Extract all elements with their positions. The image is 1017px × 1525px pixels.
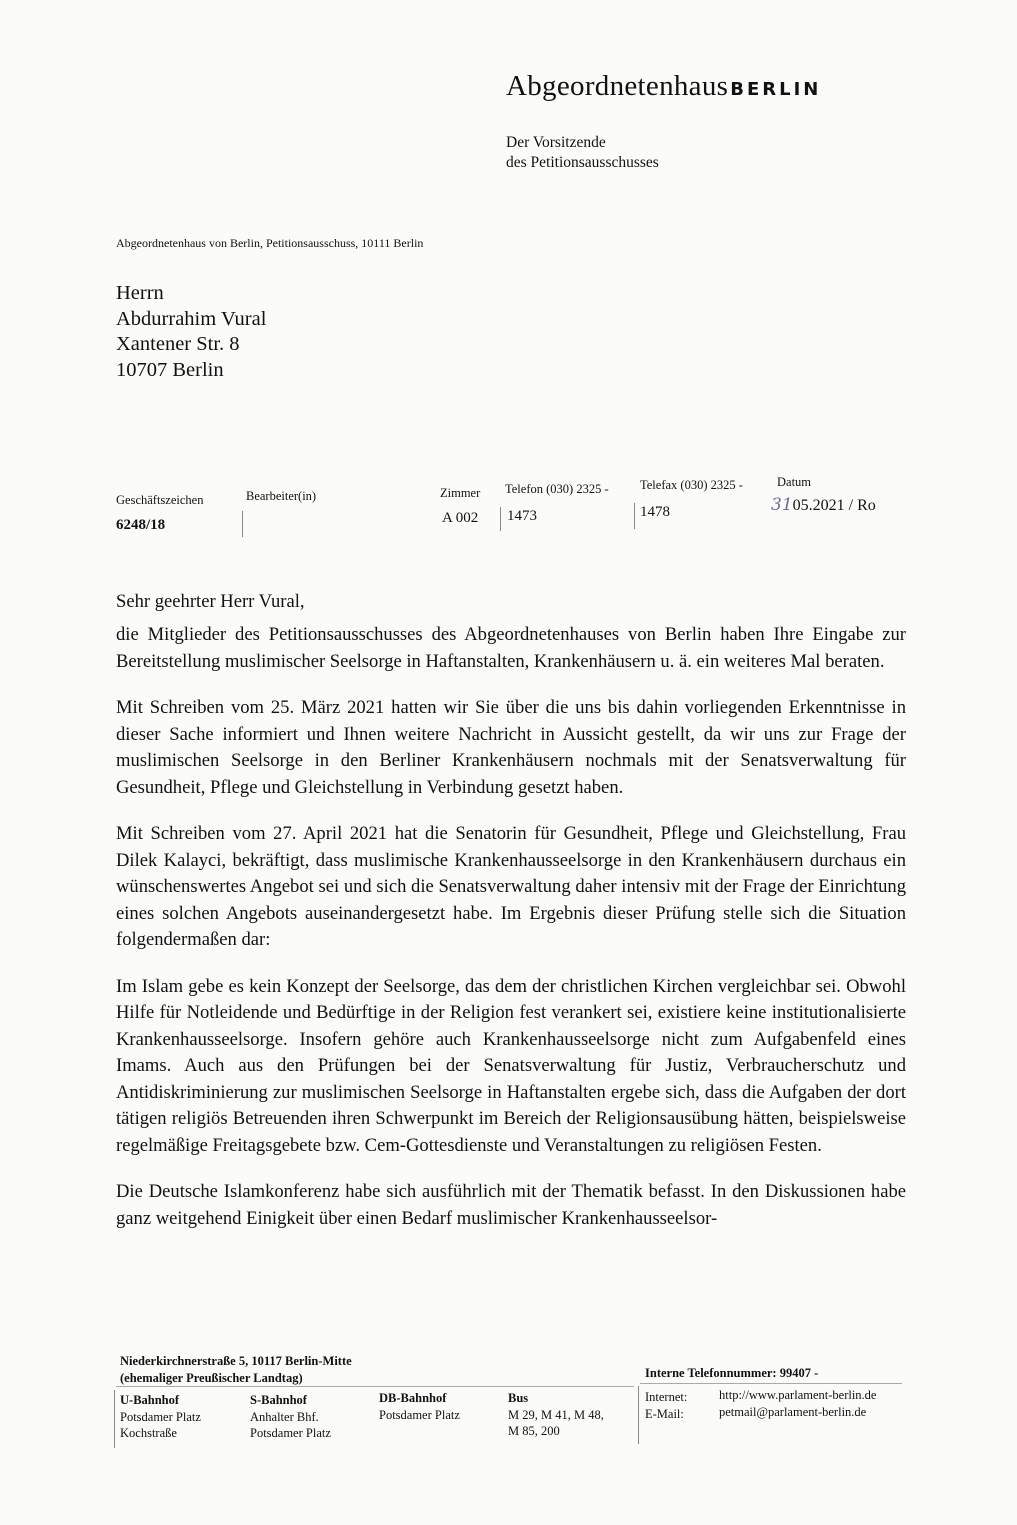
bus-lines: M 29, M 41, M 48, <box>508 1407 604 1422</box>
bus-label: Bus <box>508 1391 529 1405</box>
internal-phone <box>645 1365 818 1382</box>
sub-line-2: des Petitionsausschusses <box>506 154 659 171</box>
letterhead-subtitle <box>506 133 659 173</box>
sbahn-stop: Anhalter Bhf. <box>250 1409 319 1424</box>
divider <box>242 511 243 537</box>
org-city: BERLIN <box>730 79 822 100</box>
footer-rule <box>116 1386 634 1387</box>
ubahn-info <box>120 1392 201 1442</box>
bearbeiter-label: Bearbeiter(in) <box>246 489 317 503</box>
gz-label: Geschäftszeichen <box>116 493 204 507</box>
recipient-street: Xantener Str. 8 <box>116 333 240 355</box>
bus-lines: M 85, 200 <box>508 1424 560 1438</box>
recipient-salutation: Herrn <box>116 282 164 304</box>
recipient-name: Abdurrahim Vural <box>116 307 267 330</box>
internet-link[interactable]: http://www.parlament-berlin.de <box>719 1388 877 1402</box>
telefax-value: 1478 <box>640 504 670 520</box>
gz-value: 6248/18 <box>116 517 166 533</box>
zimmer-value: A 002 <box>442 510 479 526</box>
paragraph: Im Islam gebe es kein Konzept der Seelsorge, das dem der christlichen Kirchen vergleichbar sei. Obwohl Hilfe für Notleidende und Bedürftige in der Religion fest verankert sei, existiere keine institutionalisierte Krankenhausseelsorge. Insofern gehöre auch Krankenhausseelsorge nicht zum Aufgabenfeld eines Imams. Auch aus den Prüfungen bei der Senatsverwaltung für Justiz, Verbraucherschutz und Antidiskriminierung zur muslimischen Seelsorge in Haftanstalten ergebe sich, dass die Aufgaben der dort tätigen religiös Betreuenden ihren Schwerpunkt im Bereich der Religionsausübung hätten, beispielsweise regelmäßige Freitagsgebete bzw. Cem-Gottesdienste und Veranstaltungen zu religiösen Festen. <box>116 975 906 1156</box>
ubahn-stop: Potsdamer Platz <box>120 1409 201 1424</box>
telefax-label: Telefax (030) 2325 - <box>640 478 743 492</box>
org-name: Abgeordnetenhaus <box>506 70 729 102</box>
paragraph: Mit Schreiben vom 27. April 2021 hat die Senatorin für Gesundheit, Pflege und Gleichstellung, Frau Dilek Kalayci, bekräftigt, dass muslimische Krankenhausseelsorge in den Krankenhäusern durchaus ein wünschenswertes Angebot sei und sich die Senatsverwaltung daher intensiv mit der Frage der Einrichtung eines solchen Angebots auseinandergesetzt habe. Im Ergebnis dieser Prüfung stelle sich die Situation folgendermaßen dar: <box>116 823 906 950</box>
telefon-value: 1473 <box>507 508 537 524</box>
datum <box>771 495 876 515</box>
zimmer-label: Zimmer <box>440 486 481 500</box>
divider <box>500 507 501 531</box>
dbahn-stop: Potsdamer Platz <box>379 1407 460 1422</box>
internet-label: Internet: <box>645 1390 688 1404</box>
email-link[interactable]: petmail@parlament-berlin.de <box>719 1405 867 1419</box>
ubahn-label: U-Bahnhof <box>120 1393 180 1407</box>
paragraph: Die Deutsche Islamkonferenz habe sich ausführlich mit der Thematik befasst. In den Diskussionen habe ganz weitgehend Einigkeit über einen Bedarf muslimischer Krankenhausseelsor- <box>116 1181 906 1229</box>
divider <box>114 1390 115 1448</box>
paragraph: die Mitglieder des Petitionsausschusses des Abgeordnetenhauses von Berlin haben Ihre Eingabe zur Bereitstellung muslimischer Seelsorge in Haftanstalten, Krankenhäusern u. ä. ein weiteres Mal beraten. <box>116 624 906 672</box>
divider <box>634 503 635 529</box>
bus-info <box>508 1390 604 1440</box>
sender-line: Abgeordnetenhaus von Berlin, Petitionsausschuss, 10111 Berlin <box>116 236 424 250</box>
internal-phone-value: 99407 - <box>779 1366 819 1380</box>
footer-address-2: (ehemaliger Preußischer Landtag) <box>120 1371 303 1385</box>
email-info <box>645 1406 684 1423</box>
sbahn-label: S-Bahnhof <box>250 1393 307 1407</box>
footer-rule <box>640 1383 902 1384</box>
datum-value: 05.2021 / Ro <box>792 497 876 514</box>
sbahn-stop: Potsdamer Platz <box>250 1426 331 1440</box>
internal-phone-label: Interne Telefonnummer: <box>645 1366 777 1380</box>
email-label: E-Mail: <box>645 1407 684 1421</box>
telefon-label: Telefon (030) 2325 - <box>505 482 609 496</box>
divider <box>638 1386 639 1444</box>
letter-body <box>116 622 906 1252</box>
recipient-address <box>116 281 266 383</box>
sub-line-1: Der Vorsitzende <box>506 134 606 151</box>
ubahn-stop: Kochstraße <box>120 1426 177 1440</box>
dbahn-info <box>379 1390 460 1423</box>
letterhead-title <box>506 70 821 103</box>
sbahn-info <box>250 1392 331 1442</box>
paragraph: Mit Schreiben vom 25. März 2021 hatten wir Sie über die uns bis dahin vorliegenden Erkenntnisse in dieser Sache informiert und Ihnen weitere Nachricht in Aussicht gestellt, da wir uns zur Frage der muslimischen Seelsorge in den Berliner Krankenhäusern nochmals mit der Senatsverwaltung für Gesundheit, Pflege und Gleichstellung in Verbindung gesetzt haben. <box>116 697 906 798</box>
letter-salutation: Sehr geehrter Herr Vural, <box>116 591 305 612</box>
footer-address-1: Niederkirchnerstraße 5, 10117 Berlin-Mitte <box>120 1354 352 1368</box>
datum-handwritten-day: 31 <box>771 495 793 515</box>
internet-info <box>645 1389 687 1406</box>
recipient-city: 10707 Berlin <box>116 358 224 381</box>
dbahn-label: DB-Bahnhof <box>379 1391 447 1405</box>
datum-label: Datum <box>777 475 812 489</box>
